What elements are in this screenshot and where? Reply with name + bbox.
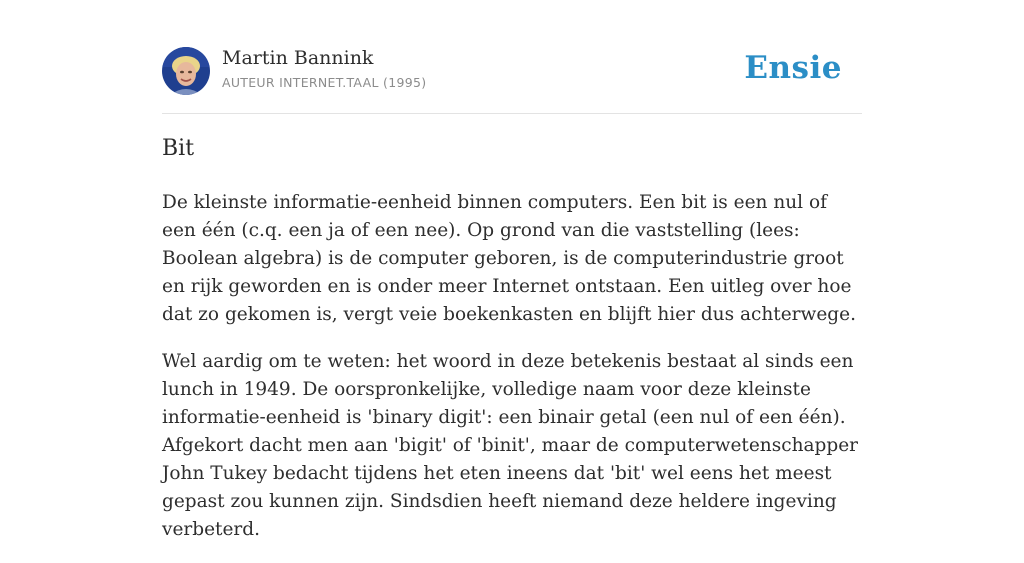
- author-name[interactable]: Martin Bannink: [222, 47, 374, 69]
- ensie-logo[interactable]: Ensie: [744, 50, 842, 86]
- entry-paragraph: De kleinste informatie-eenheid binnen computers. Een bit is een nul of een één (c.q. een ja of een nee). Op grond van die vaststelling (lees: Boolean algebra) is de computer geboren, is de computerindustrie groot en rijk geworden en is onder meer Internet ontstaan. Een uitleg over hoe dat zo gekomen is, vergt veie boekenkasten en blijft hier dus achterwege.: [162, 192, 856, 325]
- author-role: AUTEUR INTERNET.TAAL (1995): [222, 75, 427, 90]
- entry-body: [162, 189, 862, 563]
- header-divider: [162, 113, 862, 114]
- entry-title: Bit: [162, 136, 195, 161]
- entry-paragraph: Wel aardig om te weten: het woord in deze betekenis bestaat al sinds een lunch in 1949. De oorspronkelijke, volledige naam voor deze kleinste informatie-eenheid is 'binary digit': een binair getal (een nul of een één). Afgekort dacht men aan 'bigit' of 'binit', maar de computerwetenschapper John Tukey bedacht tijdens het eten ineens dat 'bit' wel eens het meest gepast zou kunnen zijn. Sindsdien heeft niemand deze heldere ingeving verbeterd.: [162, 351, 858, 540]
- avatar-portrait-icon: [162, 47, 210, 95]
- author-header: [162, 46, 862, 96]
- author-avatar[interactable]: [162, 47, 210, 95]
- page: [162, 0, 862, 540]
